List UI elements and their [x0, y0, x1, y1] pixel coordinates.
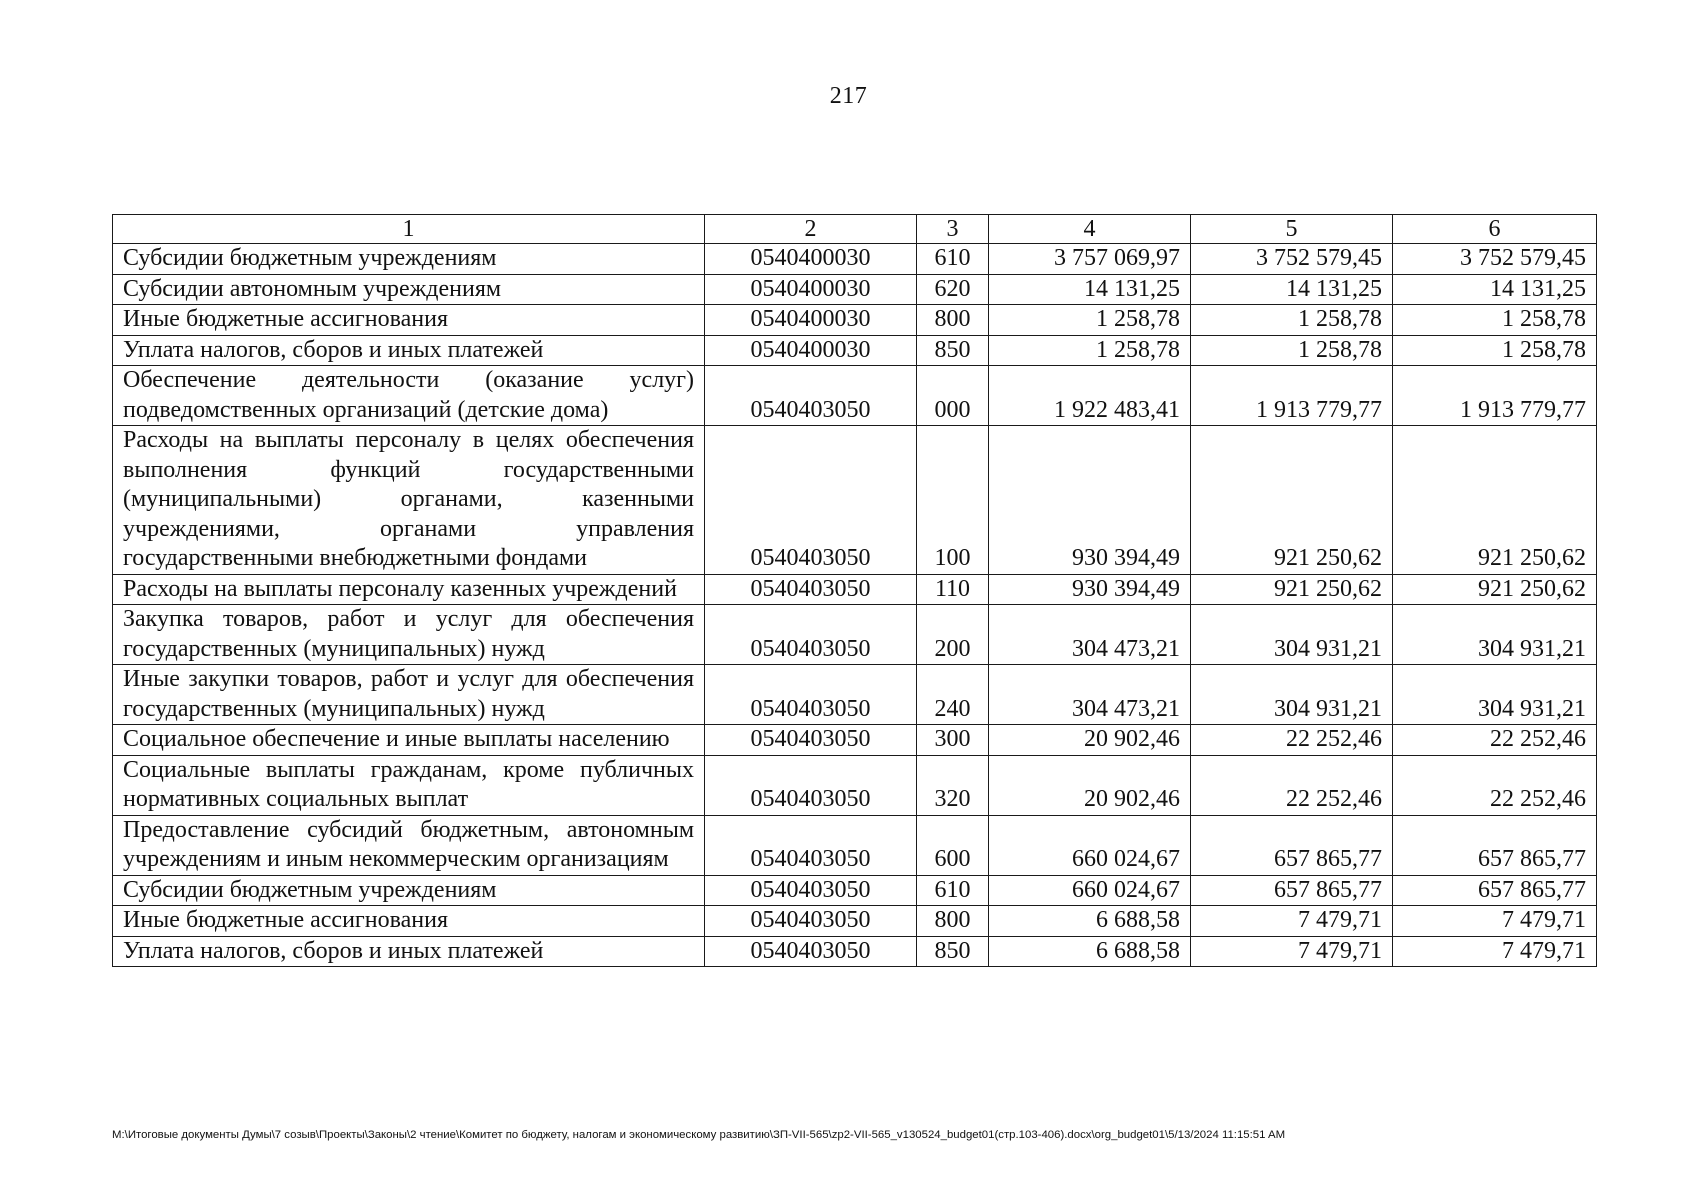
- row-value-col4: 660 024,67: [989, 815, 1191, 875]
- row-value-col6: 22 252,46: [1393, 725, 1597, 756]
- row-value-col4: 304 473,21: [989, 605, 1191, 665]
- row-expense-type: 240: [917, 665, 989, 725]
- table-row: [113, 305, 1597, 336]
- row-expense-type: 610: [917, 875, 989, 906]
- row-code: 0540403050: [705, 426, 917, 575]
- row-value-col5: 14 131,25: [1191, 274, 1393, 305]
- table-row: [113, 665, 1597, 725]
- row-value-col4: 1 258,78: [989, 335, 1191, 366]
- row-name: Субсидии автономным учреждениям: [113, 274, 705, 305]
- row-value-col5: 1 913 779,77: [1191, 366, 1393, 426]
- row-name: Закупка товаров, работ и услуг для обеспечения государственных (муниципальных) нужд: [113, 605, 705, 665]
- row-code: 0540400030: [705, 274, 917, 305]
- table-row: [113, 906, 1597, 937]
- table-row: [113, 366, 1597, 426]
- row-value-col4: 930 394,49: [989, 574, 1191, 605]
- row-value-col6: 921 250,62: [1393, 574, 1597, 605]
- row-code: 0540403050: [705, 725, 917, 756]
- row-name: Социальные выплаты гражданам, кроме публичных нормативных социальных выплат: [113, 755, 705, 815]
- row-value-col5: 1 258,78: [1191, 335, 1393, 366]
- table-row: [113, 875, 1597, 906]
- row-value-col6: 1 258,78: [1393, 335, 1597, 366]
- row-value-col5: 7 479,71: [1191, 906, 1393, 937]
- row-expense-type: 300: [917, 725, 989, 756]
- row-value-col5: 921 250,62: [1191, 574, 1393, 605]
- row-name: Иные бюджетные ассигнования: [113, 305, 705, 336]
- row-code: 0540403050: [705, 366, 917, 426]
- row-value-col4: 304 473,21: [989, 665, 1191, 725]
- footer-file-path: M:\Итоговые документы Думы\7 созыв\Проекты\Законы\2 чтение\Комитет по бюджету, налогам и экономическому развитию\ЗП-VII-565\zp2-VII-565_v130524_budget01(стр.103-406).docx\org_budget01\5/13/2024 11:15:51 AM: [112, 1129, 1286, 1141]
- column-header: 5: [1191, 215, 1393, 244]
- row-name: Предоставление субсидий бюджетным, автономным учреждениям и иным некоммерческим организациям: [113, 815, 705, 875]
- row-value-col6: 22 252,46: [1393, 755, 1597, 815]
- row-expense-type: 610: [917, 244, 989, 275]
- row-value-col5: 1 258,78: [1191, 305, 1393, 336]
- row-value-col6: 14 131,25: [1393, 274, 1597, 305]
- row-value-col6: 657 865,77: [1393, 875, 1597, 906]
- row-name: Обеспечение деятельности (оказание услуг) подведомственных организаций (детские дома): [113, 366, 705, 426]
- table-row: [113, 274, 1597, 305]
- table-row: [113, 815, 1597, 875]
- row-value-col6: 7 479,71: [1393, 906, 1597, 937]
- row-name: Субсидии бюджетным учреждениям: [113, 875, 705, 906]
- row-value-col4: 14 131,25: [989, 274, 1191, 305]
- row-value-col6: 657 865,77: [1393, 815, 1597, 875]
- row-value-col6: 3 752 579,45: [1393, 244, 1597, 275]
- row-value-col6: 921 250,62: [1393, 426, 1597, 575]
- row-name: Иные бюджетные ассигнования: [113, 906, 705, 937]
- row-expense-type: 110: [917, 574, 989, 605]
- row-value-col4: 1 258,78: [989, 305, 1191, 336]
- row-expense-type: 000: [917, 366, 989, 426]
- column-header: 3: [917, 215, 989, 244]
- row-value-col4: 20 902,46: [989, 725, 1191, 756]
- row-value-col4: 1 922 483,41: [989, 366, 1191, 426]
- budget-table: [112, 214, 1597, 967]
- row-value-col4: 20 902,46: [989, 755, 1191, 815]
- table-row: [113, 725, 1597, 756]
- row-code: 0540403050: [705, 875, 917, 906]
- table-row: [113, 335, 1597, 366]
- row-name: Расходы на выплаты персоналу в целях обеспечения выполнения функций государственными (муниципальными) органами, казенными учреждениями, органами управления государственными внебюджетными фондами: [113, 426, 705, 575]
- row-value-col5: 304 931,21: [1191, 665, 1393, 725]
- row-value-col4: 6 688,58: [989, 906, 1191, 937]
- table-row: [113, 755, 1597, 815]
- column-header: 2: [705, 215, 917, 244]
- row-value-col4: 3 757 069,97: [989, 244, 1191, 275]
- row-value-col5: 657 865,77: [1191, 875, 1393, 906]
- row-value-col5: 304 931,21: [1191, 605, 1393, 665]
- row-value-col5: 22 252,46: [1191, 755, 1393, 815]
- row-value-col5: 657 865,77: [1191, 815, 1393, 875]
- row-code: 0540403050: [705, 574, 917, 605]
- row-name: Расходы на выплаты персоналу казенных учреждений: [113, 574, 705, 605]
- row-code: 0540403050: [705, 605, 917, 665]
- row-expense-type: 600: [917, 815, 989, 875]
- row-value-col6: 304 931,21: [1393, 665, 1597, 725]
- table-row: [113, 244, 1597, 275]
- row-code: 0540400030: [705, 305, 917, 336]
- row-value-col6: 7 479,71: [1393, 936, 1597, 967]
- row-value-col4: 660 024,67: [989, 875, 1191, 906]
- row-name: Уплата налогов, сборов и иных платежей: [113, 335, 705, 366]
- row-value-col4: 6 688,58: [989, 936, 1191, 967]
- row-expense-type: 850: [917, 936, 989, 967]
- column-header: 6: [1393, 215, 1597, 244]
- row-value-col5: 22 252,46: [1191, 725, 1393, 756]
- row-code: 0540403050: [705, 755, 917, 815]
- row-name: Субсидии бюджетным учреждениям: [113, 244, 705, 275]
- row-expense-type: 800: [917, 906, 989, 937]
- row-value-col6: 304 931,21: [1393, 605, 1597, 665]
- table-row: [113, 936, 1597, 967]
- row-expense-type: 320: [917, 755, 989, 815]
- row-code: 0540403050: [705, 665, 917, 725]
- table-row: [113, 426, 1597, 575]
- row-name: Уплата налогов, сборов и иных платежей: [113, 936, 705, 967]
- row-expense-type: 620: [917, 274, 989, 305]
- row-value-col6: 1 258,78: [1393, 305, 1597, 336]
- row-value-col6: 1 913 779,77: [1393, 366, 1597, 426]
- row-code: 0540400030: [705, 244, 917, 275]
- row-name: Иные закупки товаров, работ и услуг для обеспечения государственных (муниципальных) нужд: [113, 665, 705, 725]
- column-header: 4: [989, 215, 1191, 244]
- row-expense-type: 200: [917, 605, 989, 665]
- column-header: 1: [113, 215, 705, 244]
- page-number: 217: [829, 83, 868, 109]
- row-expense-type: 800: [917, 305, 989, 336]
- row-code: 0540403050: [705, 815, 917, 875]
- row-code: 0540403050: [705, 906, 917, 937]
- row-code: 0540403050: [705, 936, 917, 967]
- table-row: [113, 605, 1597, 665]
- row-value-col5: 7 479,71: [1191, 936, 1393, 967]
- row-value-col5: 3 752 579,45: [1191, 244, 1393, 275]
- row-expense-type: 850: [917, 335, 989, 366]
- row-name: Социальное обеспечение и иные выплаты населению: [113, 725, 705, 756]
- row-value-col4: 930 394,49: [989, 426, 1191, 575]
- row-code: 0540400030: [705, 335, 917, 366]
- row-value-col5: 921 250,62: [1191, 426, 1393, 575]
- row-expense-type: 100: [917, 426, 989, 575]
- table-row: [113, 574, 1597, 605]
- table-header-row: [113, 215, 1597, 244]
